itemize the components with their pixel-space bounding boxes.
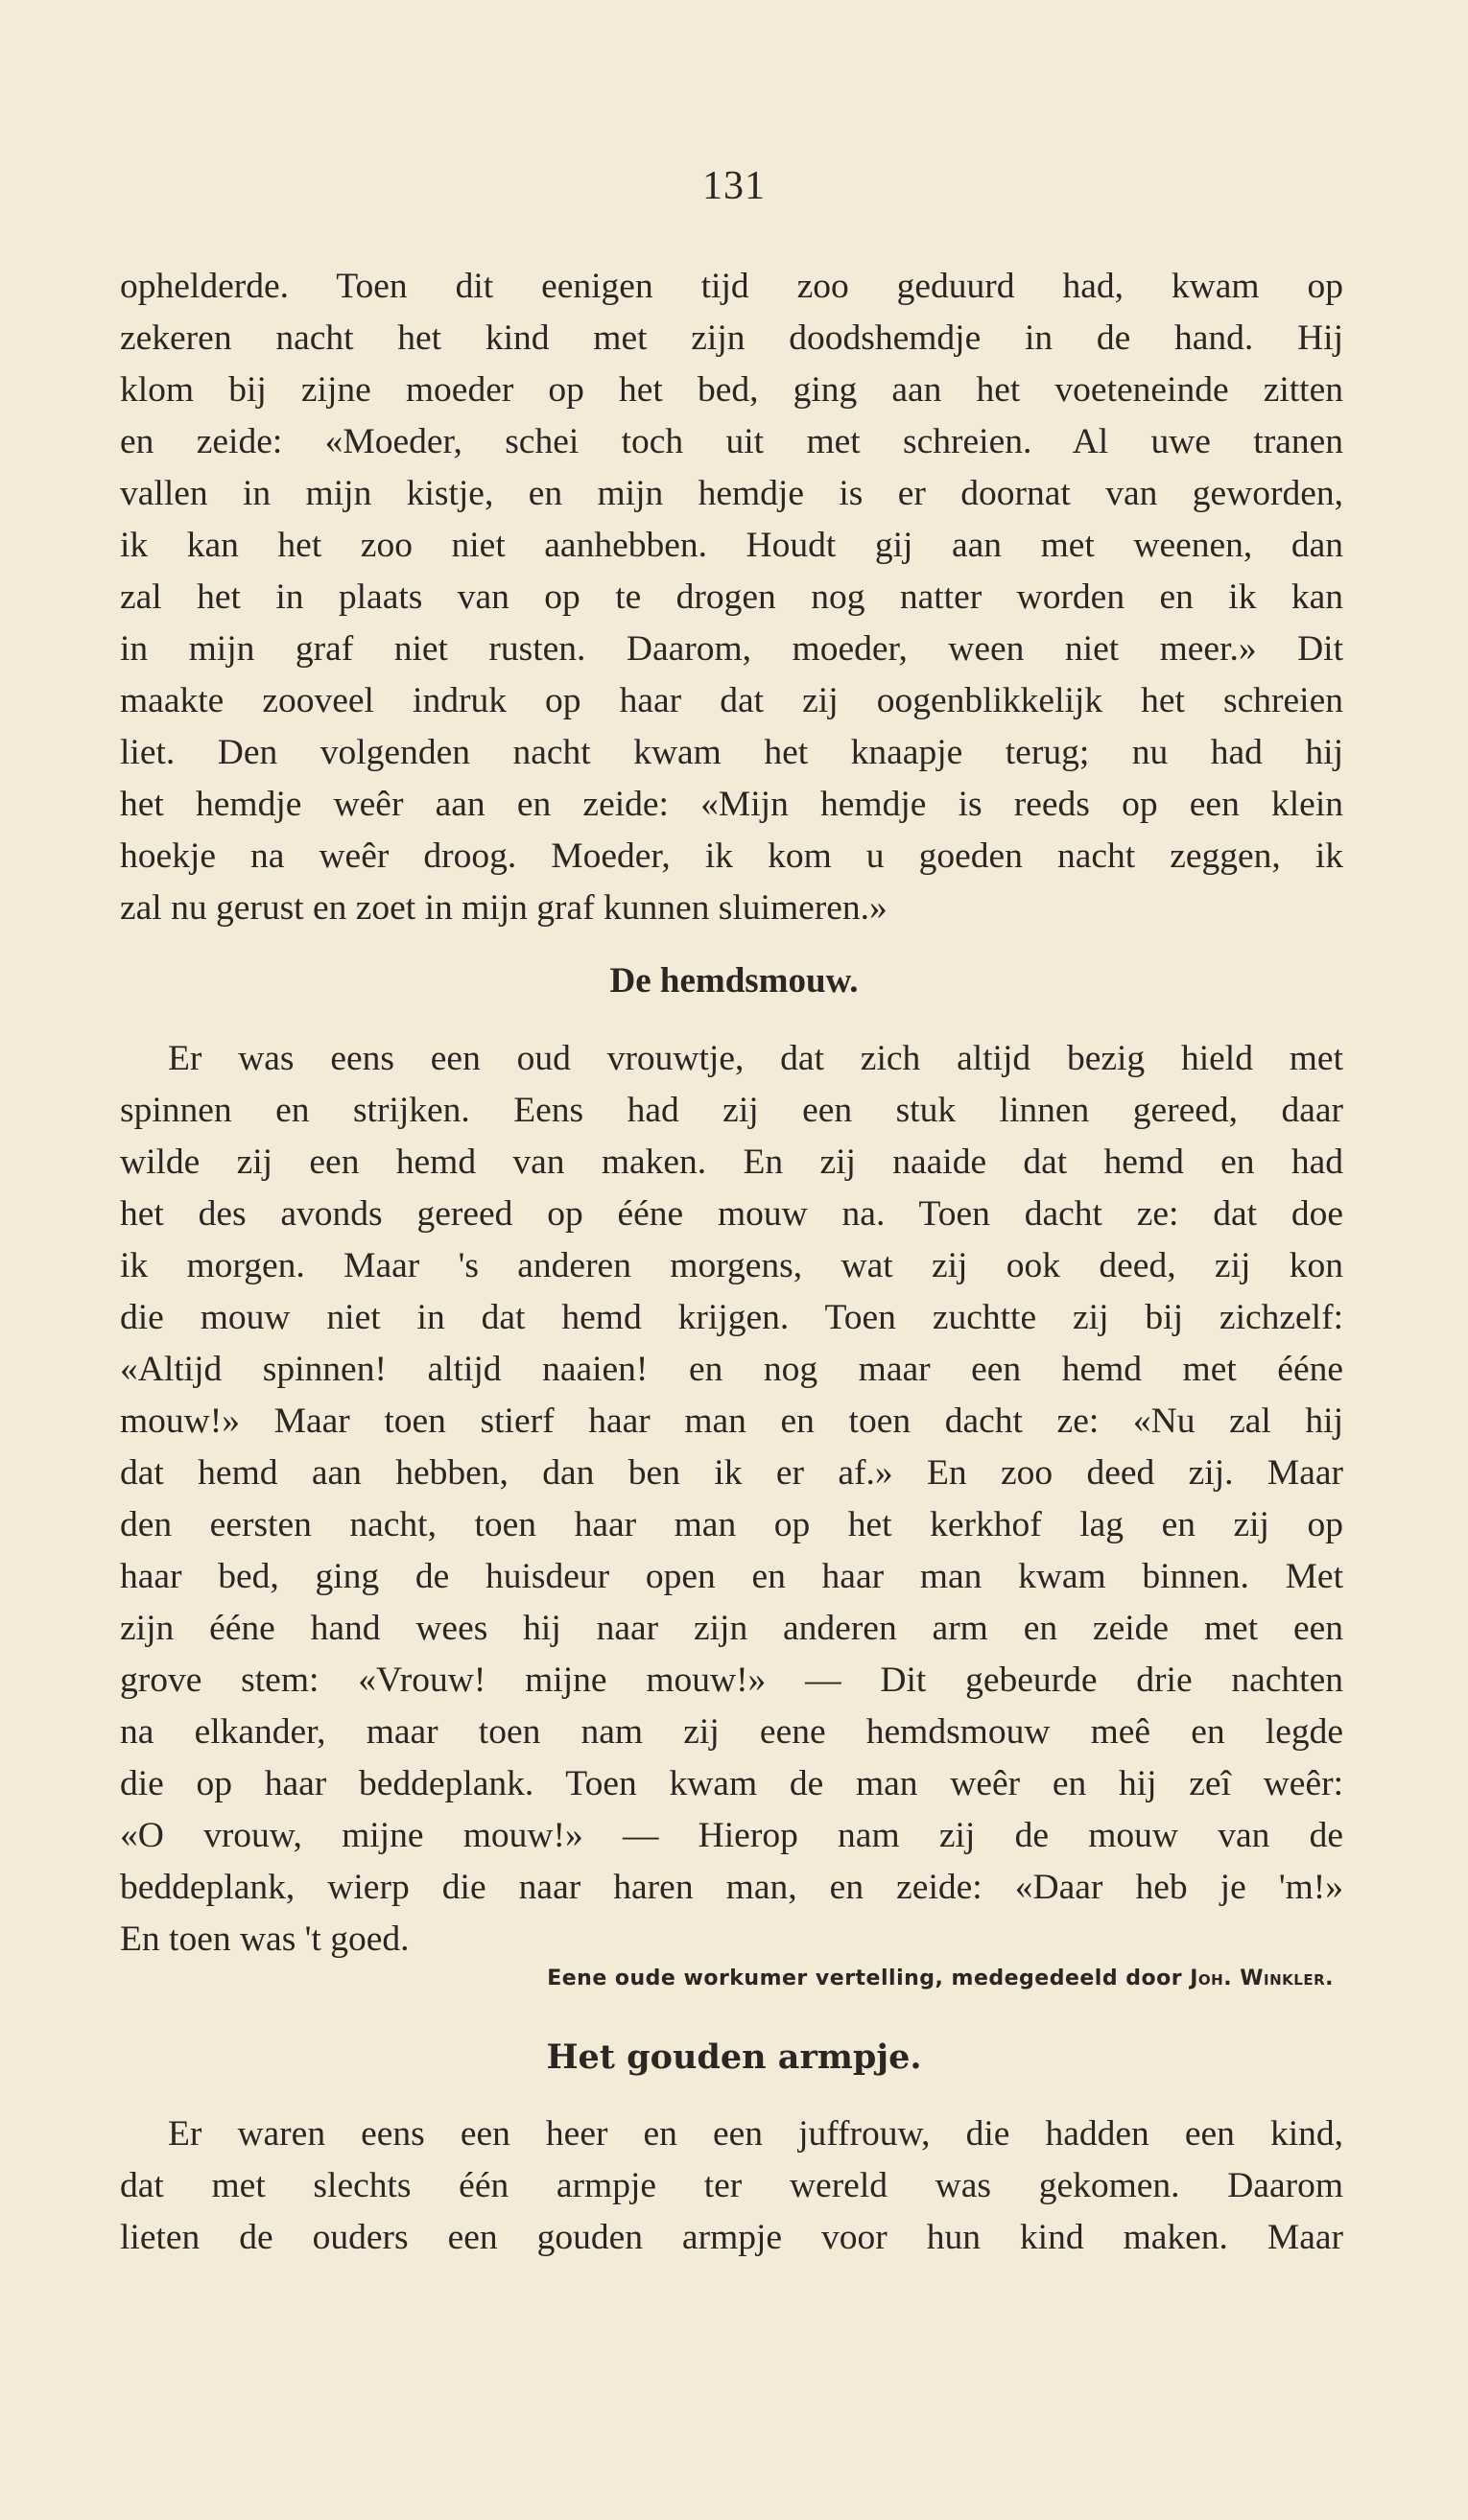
text-line: zal nu gerust en zoet in mijn graf kunnen sluimeren.» <box>120 888 888 928</box>
text-line: En toen was 't goed. <box>120 1919 410 1959</box>
text-line: mouw!» Maar toen stierf haar man en toen dacht ze: «Nu zal hij <box>120 1401 1343 1441</box>
text-line: ophelderde. Toen dit eenigen tijd zoo geduurd had, kwam op <box>120 267 1343 306</box>
text-line: liet. Den volgenden nacht kwam het knaapje terug; nu had hij <box>120 733 1343 772</box>
paragraph-continuation <box>120 261 1343 934</box>
text-line: vallen in mijn kistje, en mijn hemdje is er doornat van geworden, <box>120 474 1343 513</box>
text-line: haar bed, ging de huisdeur open en haar man kwam binnen. Met <box>120 1557 1343 1596</box>
text-line: zekeren nacht het kind met zijn doodshemdje in de hand. Hij <box>120 318 1343 358</box>
text-line: ik morgen. Maar 's anderen morgens, wat zij ook deed, zij kon <box>120 1246 1343 1285</box>
text-line: den eersten nacht, toen haar man op het kerkhof lag en zij op <box>120 1505 1343 1544</box>
text-line: dat met slechts één armpje ter wereld was gekomen. Daarom <box>120 2166 1343 2205</box>
text-line: lieten de ouders een gouden armpje voor hun kind maken. Maar <box>120 2218 1343 2257</box>
section-heading-hemdsmouw: De hemdsmouw. <box>609 961 859 1001</box>
text-line: die op haar beddeplank. Toen kwam de man weêr en hij zeî weêr: <box>120 1764 1343 1803</box>
text-line: hoekje na weêr droog. Moeder, ik kom u goeden nacht zeggen, ik <box>120 836 1343 876</box>
text-line: zijn ééne hand wees hij naar zijn anderen arm en zeide met een <box>120 1609 1343 1648</box>
text-line: Er waren eens een heer en een juffrouw, die hadden een kind, <box>168 2114 1343 2154</box>
text-line: «O vrouw, mijne mouw!» — Hierop nam zij de mouw van de <box>120 1816 1343 1855</box>
text-line: beddeplank, wierp die naar haren man, en zeide: «Daar heb je 'm!» <box>120 1868 1343 1907</box>
paragraph-gouden-armpje <box>120 2108 1343 2264</box>
text-line: zal het in plaats van op te drogen nog natter worden en ik kan <box>120 577 1343 617</box>
text-line: wilde zij een hemd van maken. En zij naaide dat hemd en had <box>120 1142 1343 1182</box>
text-line: het des avonds gereed op ééne mouw na. Toen dacht ze: dat doe <box>120 1194 1343 1234</box>
text-line: het hemdje weêr aan en zeide: «Mijn hemdje is reeds op een klein <box>120 785 1343 824</box>
text-line: spinnen en strijken. Eens had zij een stuk linnen gereed, daar <box>120 1091 1343 1130</box>
text-line: en zeide: «Moeder, schei toch uit met schreien. Al uwe tranen <box>120 422 1343 461</box>
section-heading-gouden-armpje: Het gouden armpje. <box>546 2037 922 2077</box>
text-line: ik kan het zoo niet aanhebben. Houdt gij aan met weenen, dan <box>120 526 1343 565</box>
text-line: Er was eens een oud vrouwtje, dat zich altijd bezig hield met <box>168 1039 1343 1078</box>
text-line: «Altijd spinnen! altijd naaien! en nog maar een hemd met ééne <box>120 1350 1343 1389</box>
text-line: na elkander, maar toen nam zij eene hemdsmouw meê en legde <box>120 1712 1343 1752</box>
paragraph-hemdsmouw <box>120 1033 1343 1966</box>
text-line: dat hemd aan hebben, dan ben ik er af.» En zoo deed zij. Maar <box>120 1453 1343 1493</box>
text-line: maakte zooveel indruk op haar dat zij oogenblikkelijk het schreien <box>120 681 1343 720</box>
attribution-text: Eene oude workumer vertelling, medegedeeld door <box>547 1967 1191 1990</box>
attribution-author: Joh. Winkler. <box>1190 1967 1334 1990</box>
text-line: grove stem: «Vrouw! mijne mouw!» — Dit gebeurde drie nachten <box>120 1660 1343 1700</box>
text-line: klom bij zijne moeder op het bed, ging aan het voeteneinde zitten <box>120 370 1343 410</box>
text-line: in mijn graf niet rusten. Daarom, moeder, ween niet meer.» Dit <box>120 629 1343 669</box>
attribution <box>0 1967 1334 1990</box>
page-number: 131 <box>702 164 766 208</box>
text-line: die mouw niet in dat hemd krijgen. Toen zuchtte zij bij zichzelf: <box>120 1298 1343 1337</box>
